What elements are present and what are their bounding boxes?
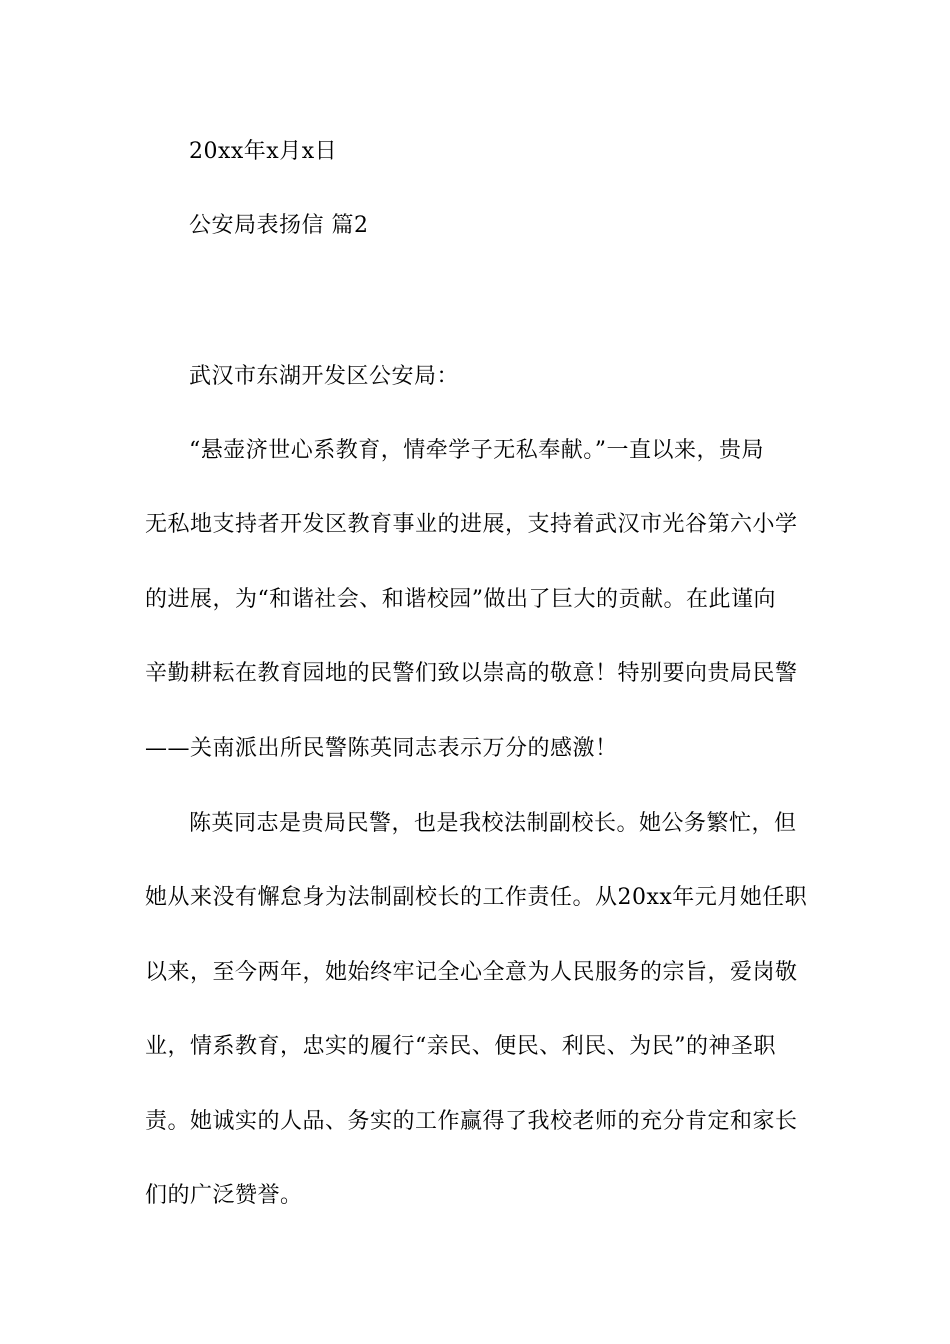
paragraph1-line: 辛勤耕耘在教育园地的民警们致以崇高的敬意！特别要向贵局民警 bbox=[145, 661, 798, 686]
paragraph1-line: 无私地支持者开发区教育事业的进展，支持着武汉市光谷第六小学 bbox=[145, 512, 798, 537]
paragraph2-line: 业，情系教育，忠实的履行“亲民、便民、利民、为民”的神圣职 bbox=[145, 1034, 776, 1059]
salutation: 武汉市东湖开发区公安局： bbox=[189, 364, 460, 389]
paragraph2-line: 她从来没有懈怠身为法制副校长的工作责任。从20xx年元月她任职 bbox=[145, 885, 808, 910]
date-line: 20xx年x月x日 bbox=[189, 139, 338, 164]
paragraph2-line: 责。她诚实的人品、务实的工作赢得了我校老师的充分肯定和家长 bbox=[145, 1109, 798, 1134]
letter-heading: 公安局表扬信 篇2 bbox=[189, 213, 369, 238]
paragraph2-line: 们的广泛赞誉。 bbox=[145, 1183, 303, 1208]
paragraph2-line: 以来，至今两年，她始终牢记全心全意为人民服务的宗旨，爱岗敬 bbox=[145, 960, 798, 985]
paragraph1-line: ——关南派出所民警陈英同志表示万分的感激！ bbox=[145, 736, 618, 761]
paragraph1-line: 的进展，为“和谐社会、和谐校园”做出了巨大的贡献。在此谨向 bbox=[145, 587, 776, 612]
paragraph1-line: “悬壶济世心系教育，情牵学子无私奉献。”一直以来，贵局 bbox=[189, 438, 764, 463]
paragraph2-line: 陈英同志是贵局民警，也是我校法制副校长。她公务繁忙，但 bbox=[189, 811, 797, 836]
